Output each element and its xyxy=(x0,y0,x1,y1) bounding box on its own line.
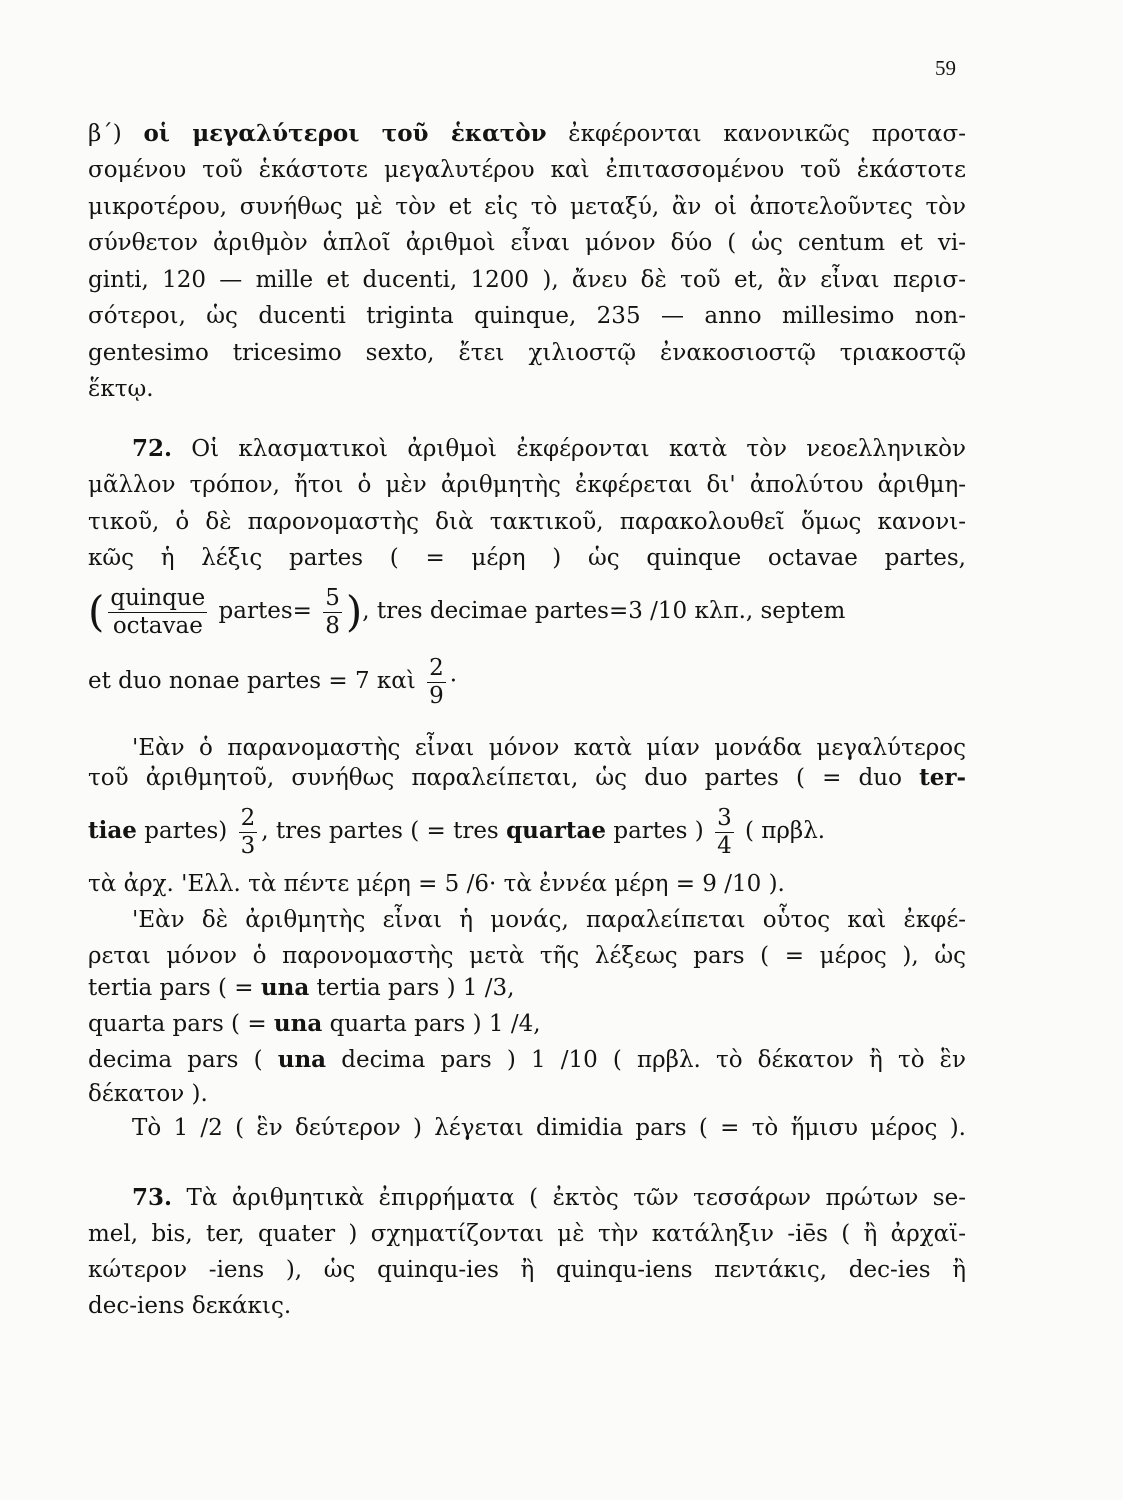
text-line: 'Εὰν δὲ ἀριθμητὴς εἶναι ἡ μονάς, παραλείπεται οὗτος καὶ ἐκφέ- xyxy=(132,907,966,933)
text-line: σύνθετον ἀριθμὸν ἁπλοῖ ἀριθμοὶ εἶναι μόνον δύο ( ὡς centum et vi- xyxy=(88,230,966,256)
text-line: σομένου τοῦ ἑκάστοτε μεγαλυτέρου καὶ ἐπιτασσομένου τοῦ ἑκάστοτε xyxy=(88,157,966,183)
section-number: 73. xyxy=(132,1184,173,1211)
text-line: ἕκτῳ. xyxy=(88,376,154,402)
text-line: mel, bis, ter, quater ) σχηματίζονται μὲ τὴν κατάληξιν -iēs ( ἢ ἀρχαϊ- xyxy=(88,1221,966,1247)
text-line: κῶς ἡ λέξις partes ( = μέρη ) ὡς quinque octavae partes, xyxy=(88,545,966,571)
text-line: 'Εὰν ὁ παρανομαστὴς εἶναι μόνον κατὰ μίαν μονάδα μεγαλύτερος xyxy=(132,735,966,761)
text-line: quarta pars ( = una quarta pars ) 1 /4, xyxy=(88,1010,541,1037)
text-line: κώτερον -iens ), ὡς quinqu-ies ἢ quinqu-iens πεντάκις, dec-ies ἢ xyxy=(88,1257,966,1283)
fraction: $\frac{5}{8}$ xyxy=(325,584,340,639)
text-line: τοῦ ἀριθμητοῦ, συνήθως παραλείπεται, ὡς duo partes ( = duo ter- xyxy=(88,764,966,791)
text-line: tertia pars ( = una tertia pars ) 1 /3, xyxy=(88,974,515,1001)
fraction-line: ( $\frac{\text{quinque}}{\text{octavae}}$ partes= $\frac{5}{8}$ ), tres decimae partes=3 /10 κλπ., septem xyxy=(88,584,846,639)
text-line: β΄) οἱ μεγαλύτεροι τοῦ ἑκατὸν ἐκφέρονται κανονικῶς προτασ- xyxy=(88,120,966,147)
text-line: μικροτέρου, συνήθως μὲ τὸν et εἰς τὸ μεταξύ, ἂν οἱ ἀποτελοῦντες τὸν xyxy=(88,194,966,220)
text-line: τὰ ἀρχ. 'Ελλ. τὰ πέντε μέρη = 5 /6· τὰ ἐννέα μέρη = 9 /10 ). xyxy=(88,871,785,897)
text-line: δέκατον ). xyxy=(88,1081,208,1107)
fraction-line: et duo nonae partes = 7 καὶ $\frac{2}{9}$ · xyxy=(88,654,458,709)
fraction: $\frac{2}{9}$ xyxy=(429,654,444,709)
fraction: $\frac{2}{3}$ xyxy=(240,804,256,859)
text-line: τικοῦ, ὁ δὲ παρονομαστὴς διὰ τακτικοῦ, παρακολουθεῖ ὅμως κανονι- xyxy=(88,509,966,535)
fraction: $\frac{3}{4}$ xyxy=(717,804,732,859)
text-line: 72. Οἱ κλασματικοὶ ἀριθμοὶ ἐκφέρονται κατὰ τὸν νεοελληνικὸν xyxy=(132,435,966,462)
text-line: decima pars ( una decima pars ) 1 /10 ( πρβλ. τὸ δέκατον ἢ τὸ ἓν xyxy=(88,1046,967,1073)
text-line: Τὸ 1 /2 ( ἓν δεύτερον ) λέγεται dimidia pars ( = τὸ ἥμισυ μέρος ). xyxy=(132,1115,966,1141)
bold-phrase: οἱ μεγαλύτεροι τοῦ ἑκατὸν xyxy=(143,120,547,147)
text-line: μᾶλλον τρόπον, ἤτοι ὁ μὲν ἀριθμητὴς ἐκφέρεται δι' ἀπολύτου ἀριθμη- xyxy=(88,472,966,498)
text-line: gentesimo tricesimo sexto, ἔτει χιλιοστῷ ἐνακοσιοστῷ τριακοστῷ xyxy=(88,340,966,366)
section-number: 72. xyxy=(132,435,173,462)
fraction-line: tiae partes) $\frac{2}{3}$ , tres partes ( = tres quartae partes ) $\frac{3}{4}$ ( πρβλ. xyxy=(88,804,826,859)
text-line: 73. Τὰ ἀριθμητικὰ ἐπιρρήματα ( ἐκτὸς τῶν τεσσάρων πρώτων se- xyxy=(132,1184,966,1211)
text-line: ρεται μόνον ὁ παρονομαστὴς μετὰ τῆς λέξεως pars ( = μέρος ), ὡς xyxy=(88,943,966,969)
text-line: σότεροι, ὡς ducenti triginta quinque, 235 — anno millesimo non- xyxy=(88,303,966,329)
fraction: $\frac{\text{quinque}}{\text{octavae}}$ xyxy=(110,584,206,639)
page-number: 59 xyxy=(935,56,956,80)
text-line: dec-iens δεκάκις. xyxy=(88,1293,292,1319)
text-line: ginti, 120 — mille et ducenti, 1200 ), ἄνευ δὲ τοῦ et, ἂν εἶναι περισ- xyxy=(88,267,966,293)
